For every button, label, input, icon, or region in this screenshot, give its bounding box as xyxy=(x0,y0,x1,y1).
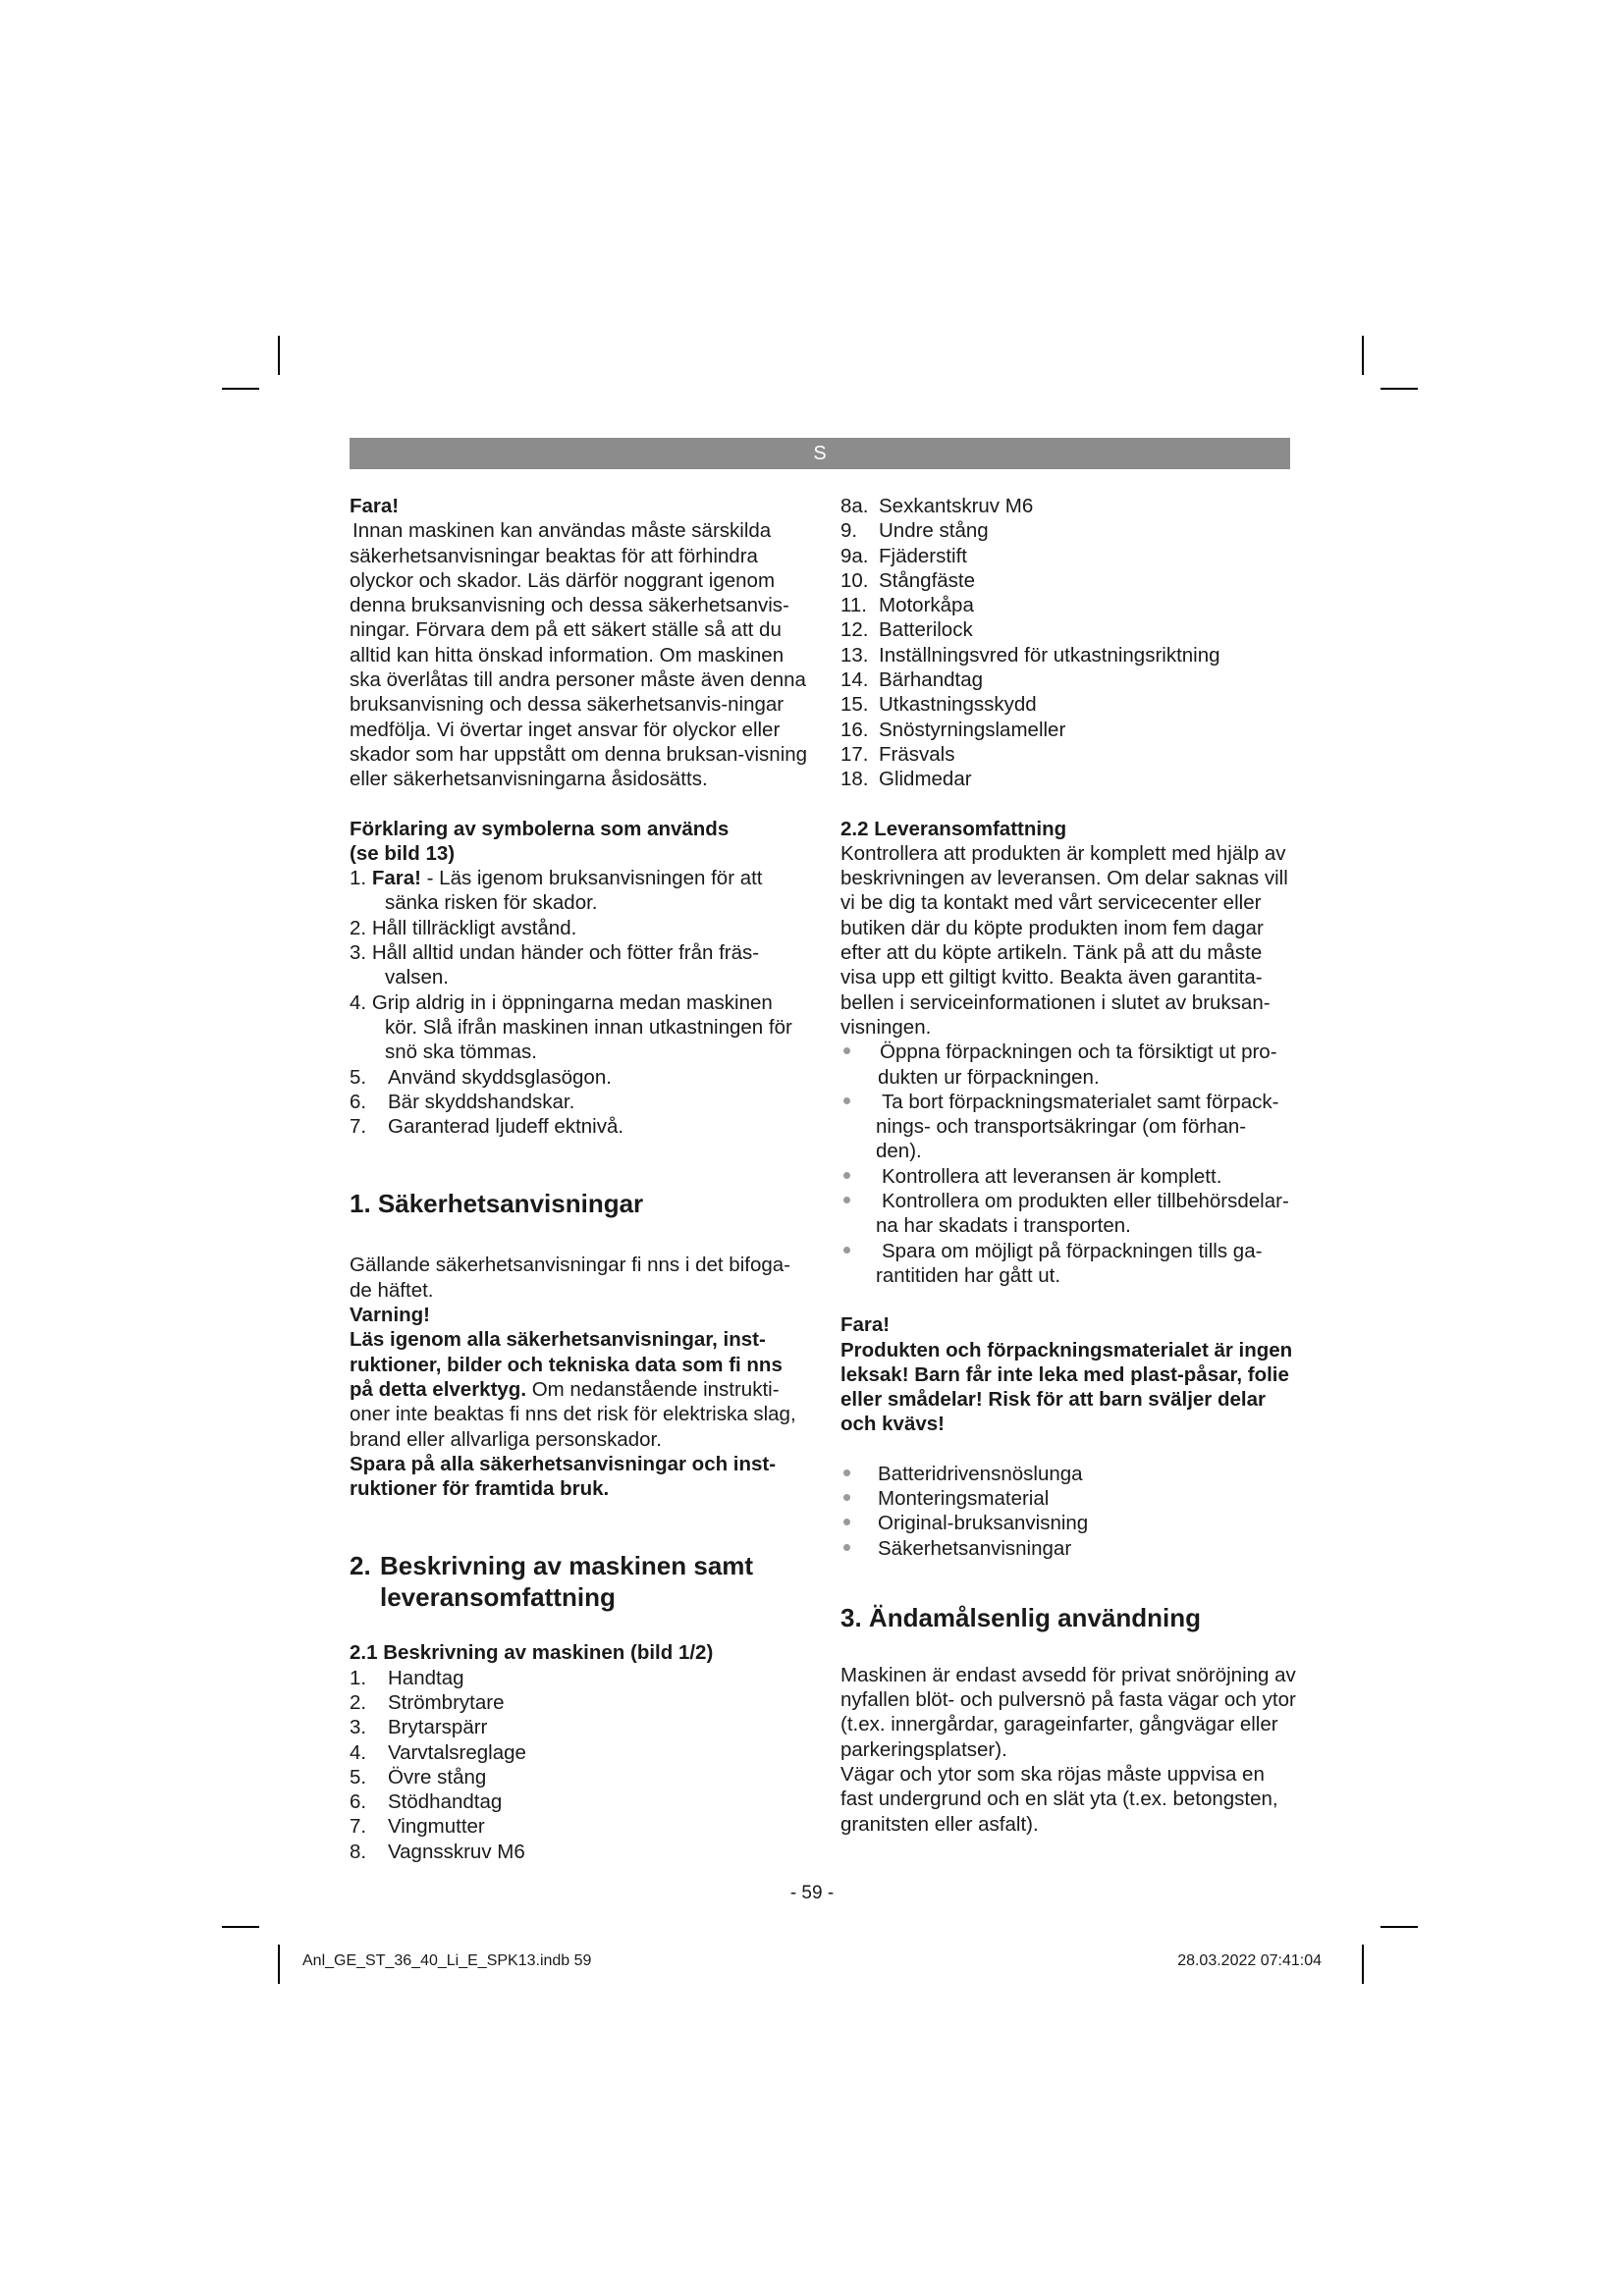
symbol-item: 2. Håll tillräckligt avstånd. xyxy=(350,916,577,939)
bullet-icon xyxy=(843,1544,850,1551)
contents-item: Batteridrivensnöslunga xyxy=(840,1462,1302,1486)
danger-heading: Fara! xyxy=(350,495,400,517)
symbol-item: 7. Garanterad ljudeff ektnivå. xyxy=(350,1115,624,1139)
danger-text: Innan maskinen kan användas måste särskilda säkerhetsanvisningar beaktas för att förhindra olyckor och skador. Läs därför noggrant igenom denna bruksanvisning och dessa säkerhetsanvis-ningar. Förvara dem på ett säkert ställe så att du alltid kan hitta önskad information. Om maskinen ska överlåtas till andra personer måste även denna bruksanvisning och dessa säkerhetsanvis-ningar medfölja. Vi övertar inget ansvar för olyckor eller skador som har uppstått om denna bruksan-visning eller säkerhetsanvisningarna åsidosätts. xyxy=(350,519,808,791)
bullet-icon xyxy=(843,1097,850,1104)
scope-steps xyxy=(840,1040,1302,1288)
symbols-heading: Förklaring av symbolerna som används xyxy=(350,817,730,840)
part-item: 7. Vingmutter xyxy=(350,1815,485,1839)
part-item: 9a. Fjäderstift xyxy=(840,544,967,567)
symbol-item: 4. Grip aldrig in i öppningarna medan maskinen kör. Slå ifrån maskinen innan utkastningen för snö ska tömmas. xyxy=(350,990,792,1064)
section-3-text-2: Vägar och ytor som ska röjas måste uppvisa en fast undergrund och en slät yta (t.ex. betongsten, granitsten eller asfalt). xyxy=(840,1763,1278,1836)
symbol-item: 6. Bär skyddshandskar. xyxy=(350,1090,575,1113)
right-column xyxy=(840,494,1302,1837)
part-item: 16. Snöstyrningslameller xyxy=(840,718,1066,741)
scope-step: Öppna förpackningen och ta försiktigt ut pro- dukten ur förpackningen. xyxy=(840,1040,1302,1090)
scope-text: Kontrollera att produkten är komplett med hjälp av beskrivningen av leveransen. Om delar saknas vill vi be dig ta kontakt med vårt servicecenter eller butiken där du köpte produkten inom fem dagar efter att du köpte artikeln. Tänk på att du måste visa upp ett giltigt kvitto. Beakta även garantita-bellen i serviceinformationen i slutet av bruksan-visningen. xyxy=(840,841,1288,1039)
crop-mark xyxy=(222,388,259,390)
section-2-1-heading: 2.1 Beskrivning av maskinen (bild 1/2) xyxy=(350,1641,714,1665)
bullet-icon xyxy=(843,1172,850,1179)
bullet-icon xyxy=(843,1197,850,1203)
part-item: 8a. Sexkantskruv M6 xyxy=(840,495,1034,517)
crop-mark xyxy=(1362,336,1364,375)
bullet-icon xyxy=(843,1494,850,1501)
contents-item: Original-bruksanvisning xyxy=(840,1511,1302,1535)
section-1-heading: 1. Säkerhetsanvisningar xyxy=(350,1189,644,1219)
part-item: 12. Batterilock xyxy=(840,618,973,642)
contents-item: Säkerhetsanvisningar xyxy=(840,1536,1302,1561)
crop-mark xyxy=(278,1945,280,1984)
danger-2-heading: Fara! xyxy=(840,1313,891,1337)
part-item: 3. Brytarspärr xyxy=(350,1716,488,1739)
section-1-intro: Gällande säkerhetsanvisningar fi nns i det bifoga-de häftet. xyxy=(350,1254,790,1302)
part-item: 1. Handtag xyxy=(350,1666,464,1689)
symbol-item: 3. Håll alltid undan händer och fötter från fräs- valsen. xyxy=(350,941,760,989)
bullet-icon xyxy=(843,1519,850,1525)
part-item: 15. Utkastningsskydd xyxy=(840,693,1037,717)
symbol-item: 1. Fara! - Läs igenom bruksanvisningen för att sänka risken för skador. xyxy=(350,867,763,915)
crop-mark xyxy=(1362,1945,1364,1984)
symbols-heading-ref: (se bild 13) xyxy=(350,841,456,865)
warning-heading: Varning! xyxy=(350,1304,431,1327)
part-item: 18. Glidmedar xyxy=(840,768,972,791)
file-name: Anl_GE_ST_36_40_Li_E_SPK13.indb 59 xyxy=(302,1952,592,1969)
part-item: 2. Strömbrytare xyxy=(350,1690,505,1714)
part-item: 9. Undre stång xyxy=(840,519,989,543)
part-item: 11. Motorkåpa xyxy=(840,594,974,617)
scope-step: Kontrollera att leveransen är komplett. xyxy=(840,1164,1302,1189)
section-2-2-heading: 2.2 Leveransomfattning xyxy=(840,817,1067,840)
contents-item: Monteringsmaterial xyxy=(840,1486,1302,1511)
part-item: 13. Inställningsvred för utkastningsriktning xyxy=(840,643,1220,667)
parts-list-continued xyxy=(840,494,1302,792)
part-item: 4. Varvtalsreglage xyxy=(350,1740,526,1764)
left-column xyxy=(350,494,811,1864)
part-item: 10. Stångfäste xyxy=(840,568,976,592)
bullet-icon xyxy=(843,1469,850,1476)
symbol-item: 5. Använd skyddsglasögon. xyxy=(350,1065,612,1089)
part-item: 17. Fräsvals xyxy=(840,742,955,766)
language-header-bar xyxy=(350,438,1290,469)
parts-list xyxy=(350,1666,811,1864)
bullet-icon xyxy=(843,1247,850,1254)
section-3-heading: 3. Ändamålsenlig användning xyxy=(840,1602,1201,1632)
crop-mark xyxy=(222,1926,259,1928)
part-item: 5. Övre stång xyxy=(350,1765,487,1789)
keep-instructions: Spara på alla säkerhetsanvisningar och inst-ruktioner för framtida bruk. xyxy=(350,1452,777,1501)
crop-mark xyxy=(1380,388,1418,390)
crop-mark xyxy=(278,336,280,375)
warning-text: Läs igenom alla säkerhetsanvisningar, inst-ruktioner, bilder och tekniska data som fi nns på detta elverktyg. Om nedanstående instrukti-oner inte beaktas fi nns det risk för elektriska slag, brand eller allvarliga personskador. xyxy=(350,1328,796,1451)
language-tag: S xyxy=(813,442,827,464)
bullet-icon xyxy=(843,1047,850,1054)
print-timestamp: 28.03.2022 07:41:04 xyxy=(1177,1952,1322,1969)
scope-step: Ta bort förpackningsmaterialet samt förpack- nings- och transportsäkringar (om förhan- den). xyxy=(840,1090,1302,1164)
danger-2-text: Produkten och förpackningsmaterialet är ingen leksak! Barn får inte leka med plast-påsar, folie eller smådelar! Risk för att barn sväljer delar och kvävs! xyxy=(840,1338,1293,1436)
contents-list xyxy=(840,1462,1302,1561)
part-item: 8. Vagnsskruv M6 xyxy=(350,1840,525,1863)
section-3-text-1: Maskinen är endast avsedd för privat snöröjning av nyfallen blöt- och pulversnö på fasta vägar och ytor (t.ex. innergårdar, garageinfarter, gångvägar eller parkeringsplatser). xyxy=(840,1663,1296,1761)
part-item: 6. Stödhandtag xyxy=(350,1790,503,1814)
section-2-heading: 2. Beskrivning av maskinen samt leveransomfattning xyxy=(350,1551,754,1613)
part-item: 14. Bärhandtag xyxy=(840,668,984,692)
scope-step: Spara om möjligt på förpackningen tills ga- rantitiden har gått ut. xyxy=(840,1239,1302,1289)
page-number: - 59 - xyxy=(789,1883,835,1903)
crop-mark xyxy=(1380,1926,1418,1928)
symbols-list xyxy=(350,866,811,1139)
scope-step: Kontrollera om produkten eller tillbehörsdelar- na har skadats i transporten. xyxy=(840,1189,1302,1239)
